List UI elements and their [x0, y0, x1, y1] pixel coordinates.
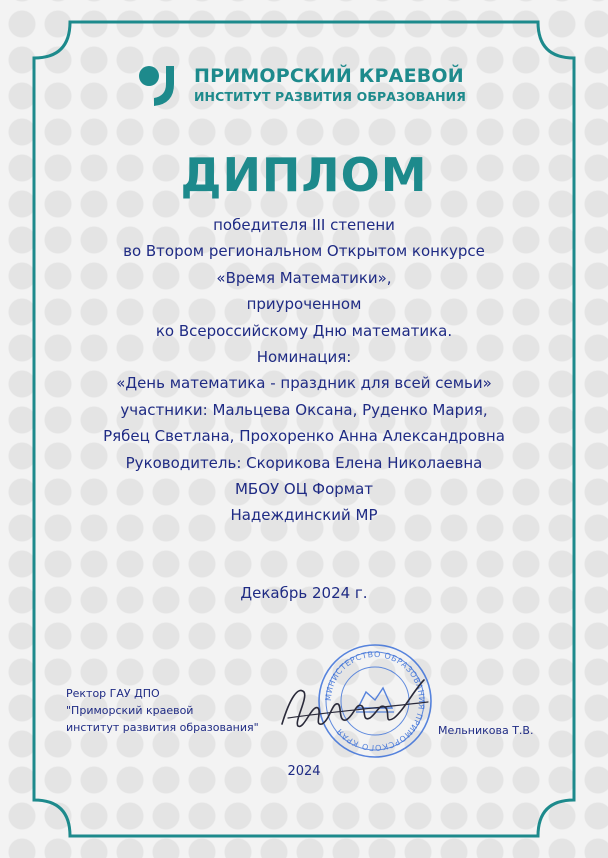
organization-logo: [136, 64, 476, 108]
participants-line1: участники: Мальцева Оксана, Руденко Мария,: [120, 400, 488, 419]
rector-line2: "Приморский краевой: [66, 704, 194, 717]
issue-date: Декабрь 2024 г.: [240, 584, 368, 602]
rector-line3: институт развития образования": [66, 721, 259, 734]
district-name: Надеждинский МР: [230, 506, 378, 525]
institute-logo-icon: [136, 64, 188, 108]
organization-name-line1: ПРИМОРСКИЙ КРАЕВОЙ: [194, 65, 464, 87]
school-name: МБОУ ОЦ Формат: [234, 479, 374, 498]
dedication-line: приуроченном: [246, 295, 362, 314]
supervisor-line: Руководитель: Скорикова Елена Николаевна: [125, 453, 483, 472]
handwritten-signature: [268, 672, 438, 742]
contest-line: во Втором региональном Открытом конкурсе: [123, 242, 485, 261]
nomination-name: «День математика - праздник для всей семьи»: [116, 374, 492, 393]
award-text: [40, 212, 568, 529]
occasion-line: ко Всероссийскому Дню математика.: [155, 321, 453, 340]
nomination-label: Номинация:: [256, 347, 352, 366]
rector-title: [66, 685, 259, 736]
stamp-text: МИНИСТЕРСТВО ОБРАЗОВАНИЯ ПРИМОРСКОГО КРАЯ: [323, 649, 427, 753]
signer-name: Мельникова Т.В.: [438, 724, 534, 737]
participants-line2: Рябец Светлана, Прохоренко Анна Александровна: [103, 427, 505, 446]
contest-name: «Время Математики»,: [216, 268, 392, 287]
document-year: 2024: [287, 764, 321, 779]
award-degree: победителя III степени: [213, 216, 395, 234]
rector-line1: Ректор ГАУ ДПО: [66, 687, 160, 700]
organization-name-line2: ИНСТИТУТ РАЗВИТИЯ ОБРАЗОВАНИЯ: [194, 89, 466, 104]
document-title: ДИПЛОМ: [180, 148, 428, 202]
